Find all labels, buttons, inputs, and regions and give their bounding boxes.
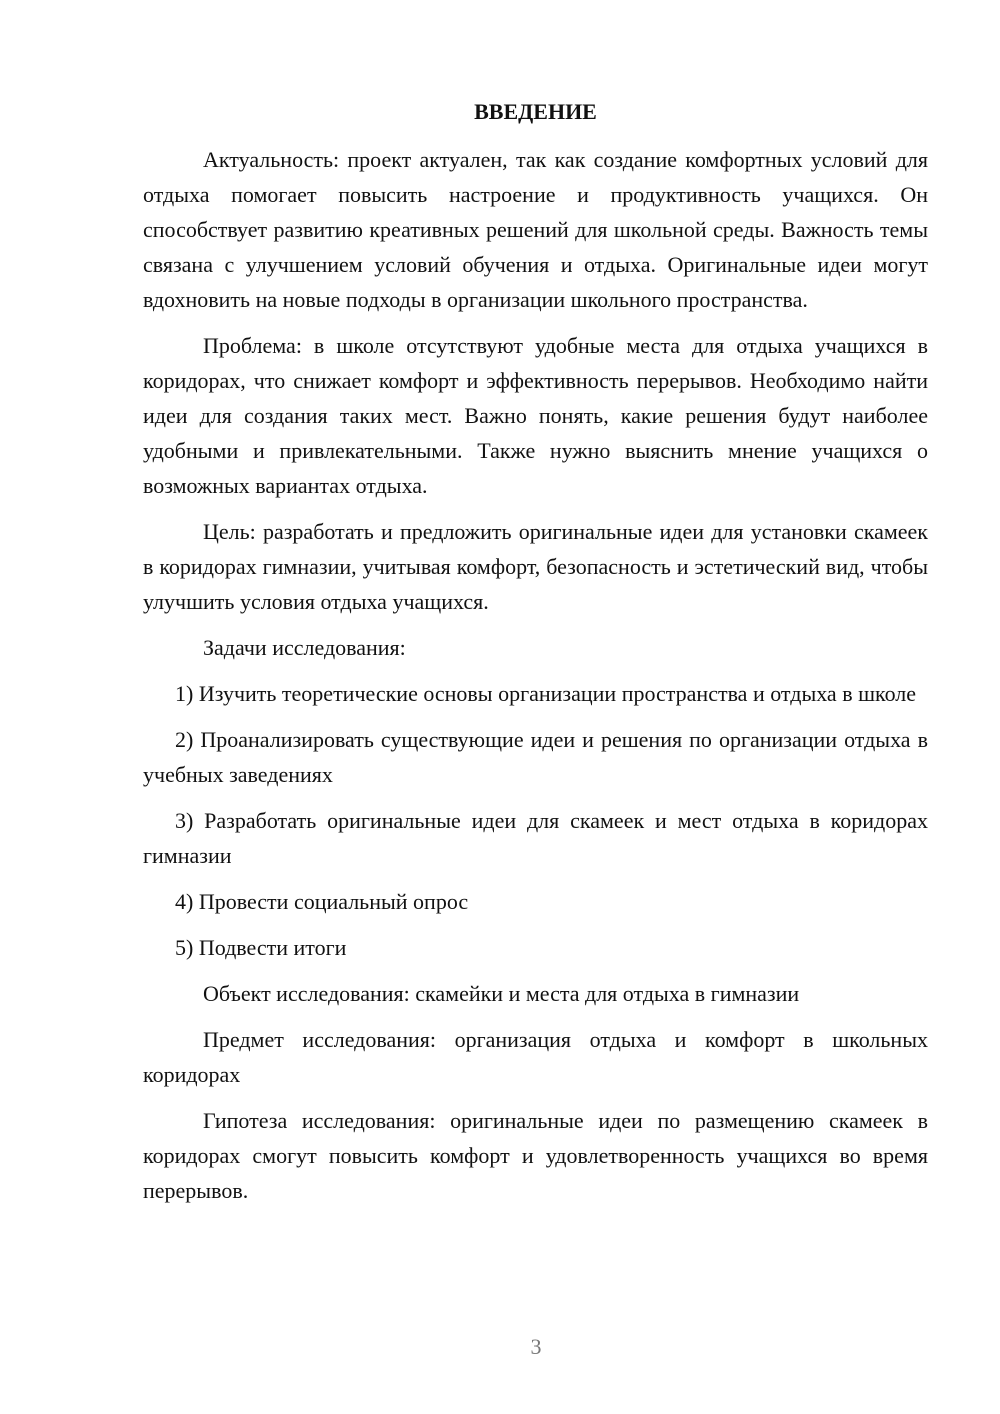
task-item-2: 2) Проанализировать существующие идеи и решения по организации отдыха в учебных заведениях: [143, 727, 928, 787]
hypothesis-paragraph: Гипотеза исследования: оригинальные идеи по размещению скамеек в коридорах смогут повысить комфорт и удовлетворенность учащихся во время перерывов.: [143, 1108, 928, 1203]
page-number: 3: [530, 1334, 542, 1359]
relevance-paragraph: Актуальность: проект актуален, так как создание комфортных условий для отдыха помогает повысить настроение и продуктивность учащихся. Он способствует развитию креативных решений для школьной среды. Важность темы связана с улучшением условий обучения и отдыха. Оригинальные идеи могут вдохновить на новые подходы в организации школьного пространства.: [143, 147, 928, 312]
task-item-1: 1) Изучить теоретические основы организации пространства и отдыха в школе: [175, 681, 917, 706]
task-item-3: 3) Разработать оригинальные идеи для скамеек и мест отдыха в коридорах гимназии: [143, 808, 928, 868]
task-item-4: 4) Провести социальный опрос: [175, 889, 469, 914]
problem-paragraph: Проблема: в школе отсутствуют удобные места для отдыха учащихся в коридорах, что снижает комфорт и эффективность перерывов. Необходимо найти идеи для создания таких мест. Важно понять, какие решения будут наиболее удобными и привлекательными. Также нужно выяснить мнение учащихся о возможных вариантах отдыха.: [143, 333, 928, 498]
section-title: ВВЕДЕНИЕ: [474, 99, 597, 124]
goal-paragraph: Цель: разработать и предложить оригинальные идеи для установки скамеек в коридорах гимназии, учитывая комфорт, безопасность и эстетический вид, чтобы улучшить условия отдыха учащихся.: [143, 519, 928, 614]
subject-paragraph: Предмет исследования: организация отдыха и комфорт в школьных коридорах: [143, 1027, 928, 1087]
task-item-5: 5) Подвести итоги: [175, 935, 347, 960]
page-content: [143, 94, 928, 1208]
object-paragraph: Объект исследования: скамейки и места для отдыха в гимназии: [203, 981, 800, 1006]
tasks-heading: Задачи исследования:: [203, 635, 406, 660]
